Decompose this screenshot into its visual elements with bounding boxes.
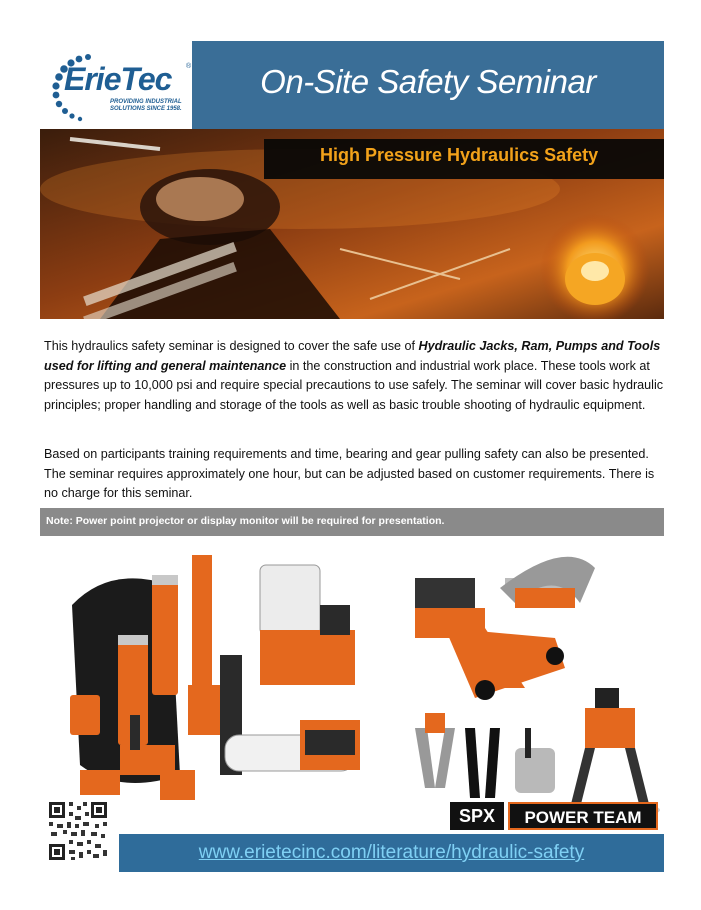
url-banner xyxy=(119,834,664,872)
note-text: Note: Power point projector or display monitor will be required for presentation. xyxy=(46,515,445,527)
hero-photo xyxy=(40,129,664,319)
hydraulic-safety-link[interactable]: www.erietecinc.com/literature/hydraulic-safety xyxy=(198,842,585,863)
intro-emphasis: Hydraulic Jacks, Ram, Pumps and Tools used for lifting and general maintenance xyxy=(44,339,661,373)
spx-logo: SPX xyxy=(450,802,504,830)
hydraulic-tools-image xyxy=(60,545,395,810)
logo-wordmark: ErieTec xyxy=(64,61,172,97)
intro-text-a: This hydraulics safety seminar is designed to cover the safe use of xyxy=(44,339,419,353)
qr-code-icon[interactable] xyxy=(47,800,109,862)
intro-paragraph xyxy=(44,337,664,415)
erietec-logo xyxy=(40,41,192,129)
title-banner xyxy=(192,41,664,129)
logo-tagline: PROVIDING INDUSTRIAL SOLUTIONS SINCE 1958. xyxy=(110,99,182,112)
hero-subtitle: High Pressure Hydraulics Safety xyxy=(320,145,599,165)
logo-trademark: ® xyxy=(186,63,192,70)
intro-text-b: in the construction and industrial work place. These tools work at pressures up to 10,000 psi and require special precautions to use safely. The seminar will cover basic hydraulic principles; proper handling and storage of the tools as well as basic trouble shooting of hydraulic equipment. xyxy=(44,358,664,412)
power-team-logo: POWER TEAM xyxy=(508,802,658,830)
spx-power-team-logo xyxy=(450,802,658,830)
pullers-image xyxy=(405,548,675,838)
page-title: On-Site Safety Seminar xyxy=(260,63,596,100)
note-bar xyxy=(40,508,664,536)
details-paragraph: Based on participants training requirements and time, bearing and gear pulling safety can also be presented. The seminar requires approximately one hour, but can be adjusted based on customer requirements. There is no charge for this seminar. xyxy=(44,447,655,500)
